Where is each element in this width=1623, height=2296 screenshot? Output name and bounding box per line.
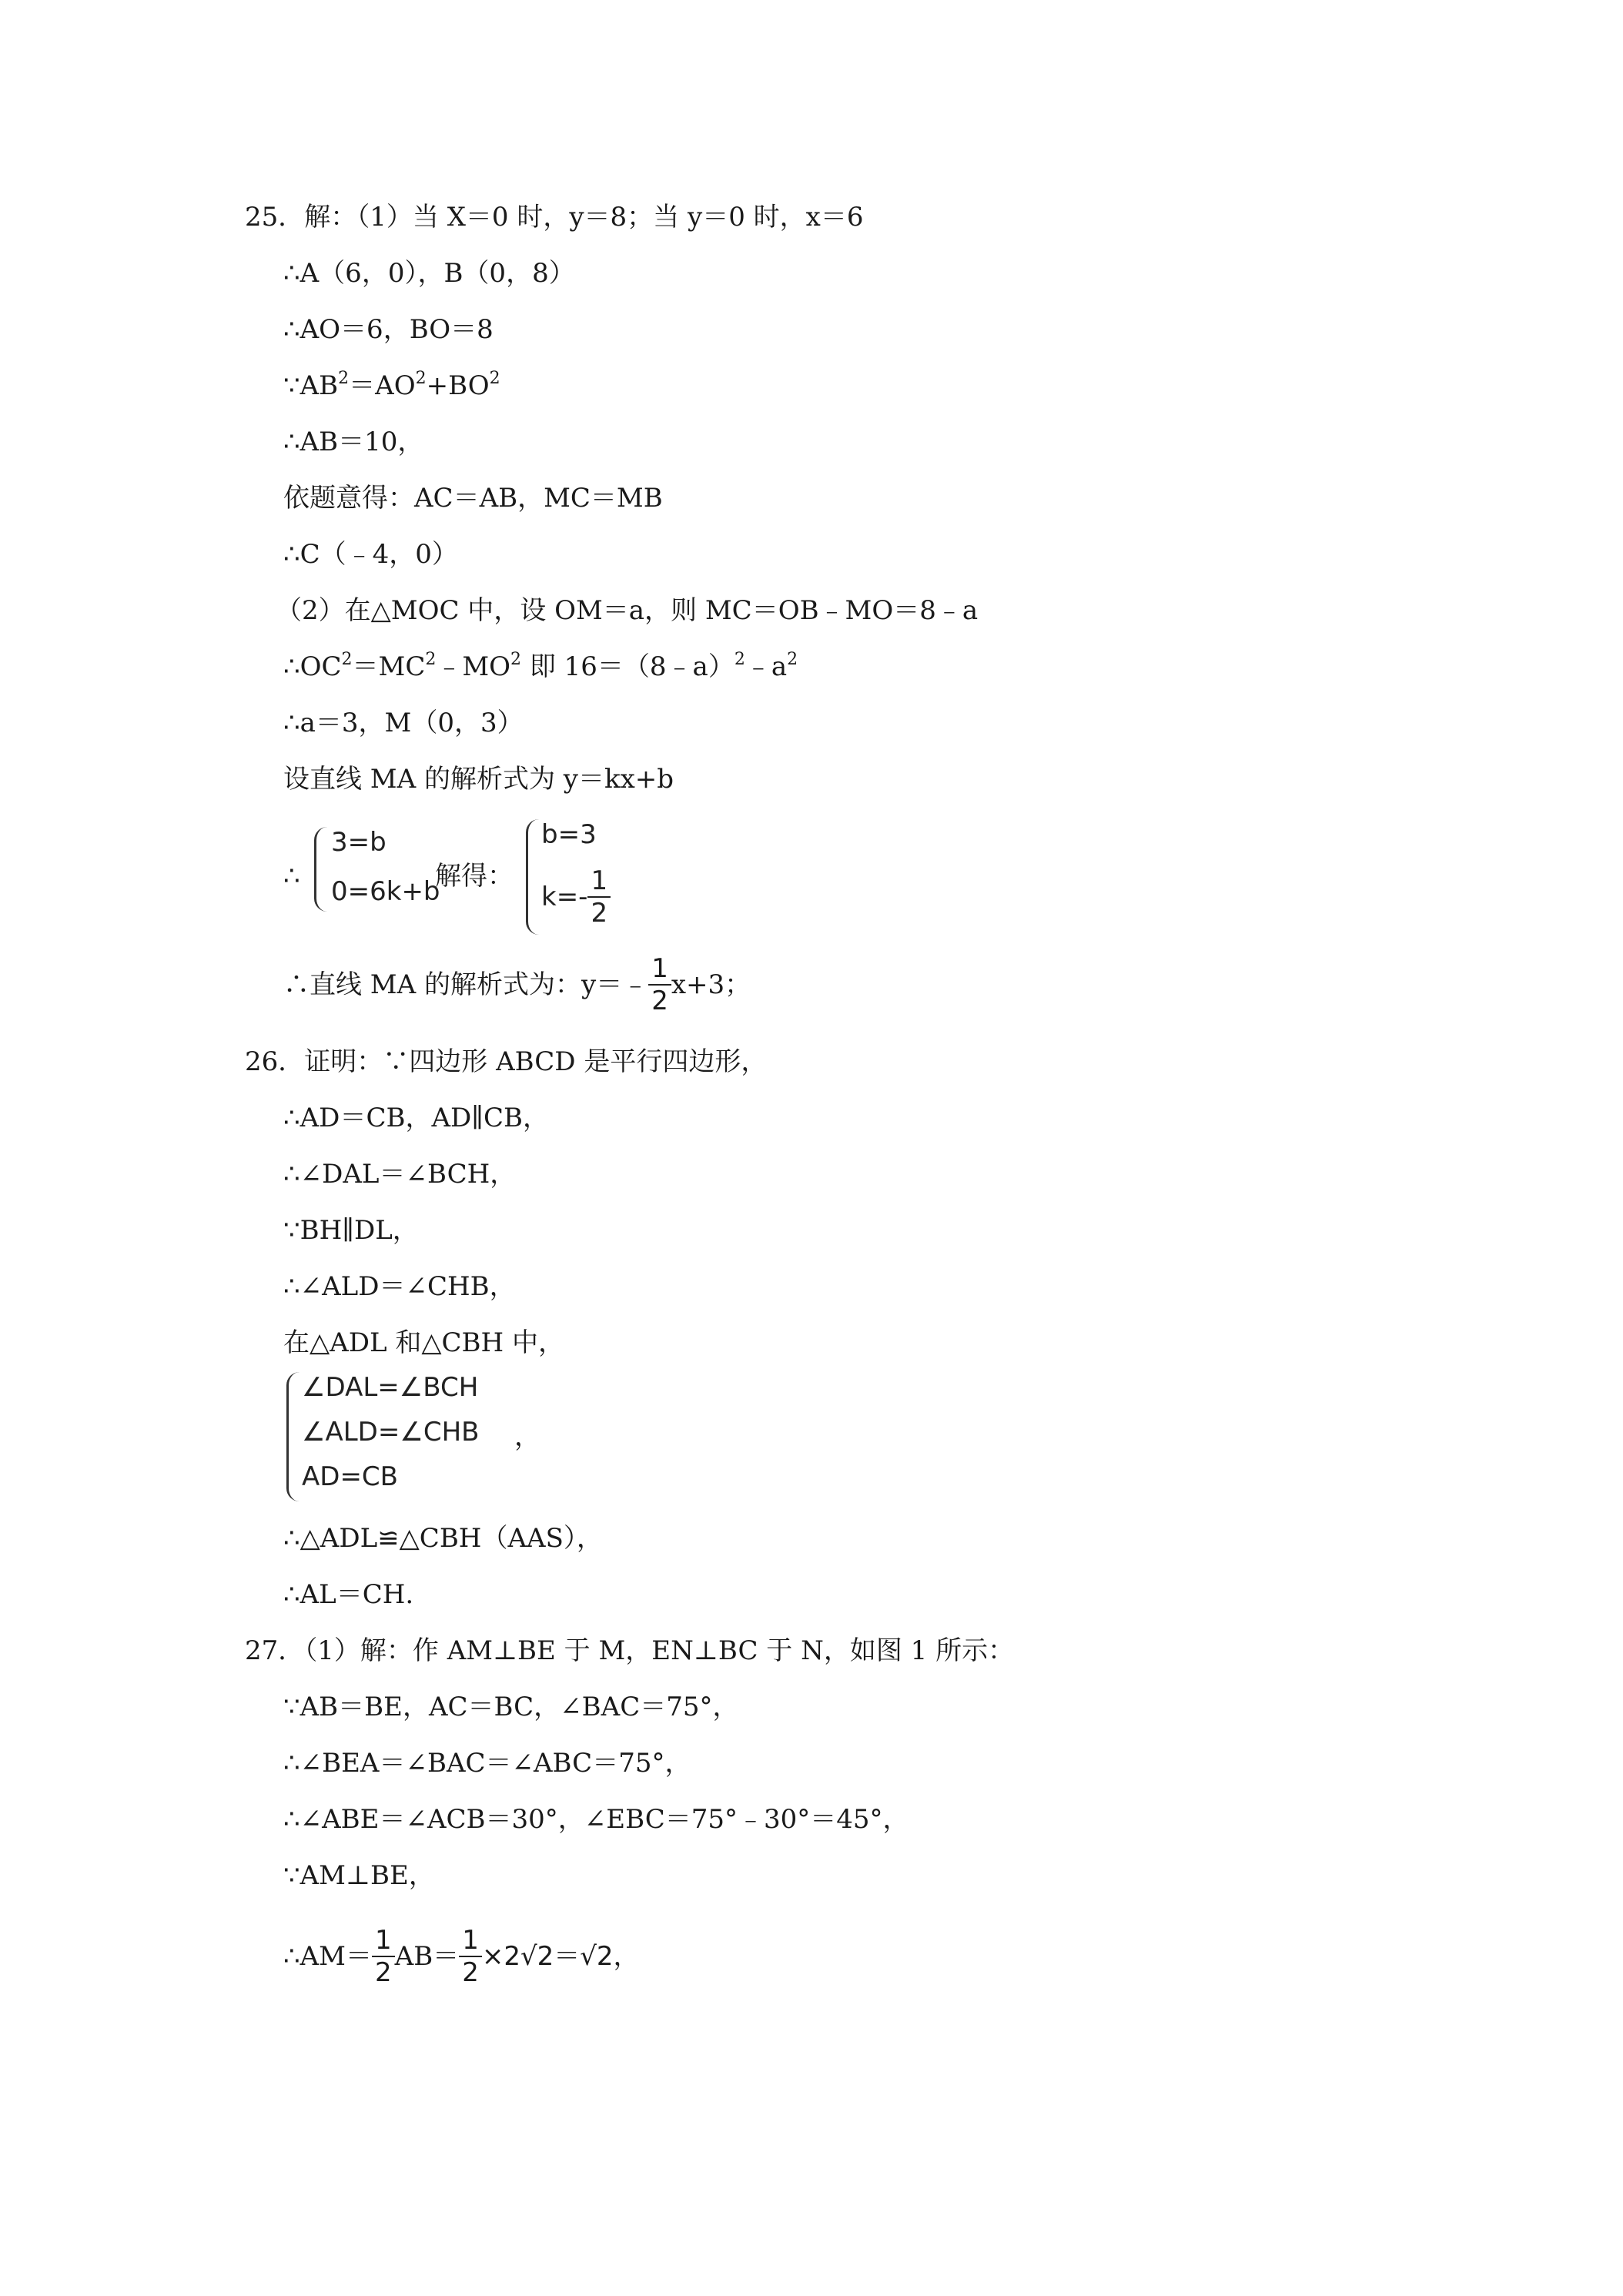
q25-line-4	[283, 370, 500, 401]
superscript: 2	[415, 369, 427, 388]
system2-row-2	[541, 865, 611, 929]
text: AB＝	[394, 1941, 460, 1972]
q27-line-4: ∴∠ABE＝∠ACB＝30°，∠EBC＝75°﹣30°＝45°，	[283, 1804, 909, 1835]
q26-line-8: ∴△ADL≌△CBH（AAS），	[283, 1523, 603, 1554]
text: x+3；	[671, 969, 751, 1000]
text: 即 16＝（8﹣a）	[521, 651, 735, 682]
q25-line-9	[283, 651, 798, 682]
denominator: 2	[591, 898, 608, 929]
solve-label: 解得：	[435, 861, 514, 892]
text: ∴OC	[283, 651, 342, 682]
text: ×2√2＝√2，	[481, 1941, 640, 1972]
denominator: 2	[462, 1957, 479, 1988]
q26-line-6: 在△ADL 和△CBH 中，	[283, 1327, 564, 1358]
q25-line-10: ∴a＝3，M（0，3）	[283, 708, 524, 738]
text: ∴直线 MA 的解析式为：y＝﹣	[283, 969, 649, 1000]
text: ∵AB	[283, 370, 339, 401]
system1-row-2: 0=6k+b	[331, 876, 440, 907]
text: +BO	[426, 370, 490, 401]
system3-comma: ，	[514, 1421, 540, 1452]
q25-line-3: ∴AO＝6，BO＝8	[283, 314, 494, 345]
numerator: 1	[459, 1925, 482, 1957]
text: ﹣a	[745, 651, 788, 682]
fraction	[648, 953, 671, 1016]
system3-row-1: ∠DAL=∠BCH	[302, 1372, 479, 1403]
q26-line-5: ∴∠ALD＝∠CHB，	[283, 1271, 516, 1302]
q25-line-13	[283, 953, 751, 1016]
superscript: 2	[734, 650, 745, 669]
system1-row-1: 3=b	[331, 827, 387, 858]
q26-line-1: 26．证明：∵四边形 ABCD 是平行四边形，	[245, 1046, 768, 1077]
left-brace-1	[314, 827, 327, 912]
text: ＝AO	[349, 370, 416, 401]
denominator: 2	[651, 986, 668, 1016]
superscript: 2	[341, 650, 353, 669]
fraction	[372, 1925, 395, 1988]
q25-line-11: 设直线 MA 的解析式为 y＝kx+b	[283, 764, 674, 795]
q25-line-5: ∴AB＝10，	[283, 427, 424, 457]
q26-line-3: ∴∠DAL＝∠BCH，	[283, 1159, 517, 1190]
q27-line-3: ∴∠BEA＝∠BAC＝∠ABC＝75°，	[283, 1748, 691, 1779]
superscript: 2	[510, 650, 522, 669]
q27-line-5: ∵AM⊥BE，	[283, 1860, 435, 1891]
text: k=-	[541, 882, 588, 912]
left-brace-2	[526, 819, 539, 935]
q25-line-8: （2）在△MOC 中，设 OM＝a，则 MC＝OB﹣MO＝8﹣a	[276, 595, 979, 626]
fraction	[587, 865, 611, 929]
text: ＝MC	[352, 651, 426, 682]
q25-line-7: ∴C（﹣4，0）	[283, 539, 458, 570]
q26-line-2: ∴AD＝CB，AD∥CB，	[283, 1103, 549, 1133]
superscript: 2	[338, 369, 350, 388]
system3-row-2: ∠ALD=∠CHB	[302, 1417, 480, 1448]
superscript: 2	[425, 650, 437, 669]
q25-line-1: 25．解：（1）当 X＝0 时，y＝8；当 y＝0 时，x＝6	[245, 202, 864, 233]
left-brace-3	[286, 1372, 300, 1501]
superscript: 2	[489, 369, 500, 388]
superscript: 2	[787, 650, 798, 669]
denominator: 2	[375, 1957, 392, 1988]
fraction	[459, 1925, 482, 1988]
q27-line-6	[283, 1925, 640, 1988]
q27-line-1: 27．（1）解：作 AM⊥BE 于 M，EN⊥BC 于 N，如图 1 所示：	[245, 1635, 1015, 1666]
numerator: 1	[587, 865, 611, 898]
numerator: 1	[372, 1925, 395, 1957]
text: ∴AM＝	[283, 1941, 372, 1972]
q25-line-6: 依题意得：AC＝AB，MC＝MB	[283, 483, 663, 514]
q26-line-4: ∵BH∥DL，	[283, 1215, 419, 1246]
q26-line-9: ∴AL＝CH.	[283, 1579, 414, 1610]
q25-line-2: ∴A（6，0），B（0，8）	[283, 258, 575, 289]
numerator: 1	[648, 953, 671, 986]
system2-row-1: b=3	[541, 819, 597, 850]
q27-line-2: ∵AB＝BE，AC＝BC，∠BAC＝75°，	[283, 1692, 739, 1722]
therefore-symbol: ∴	[283, 861, 300, 892]
system3-row-3: AD=CB	[302, 1461, 398, 1492]
text: ﹣MO	[436, 651, 511, 682]
